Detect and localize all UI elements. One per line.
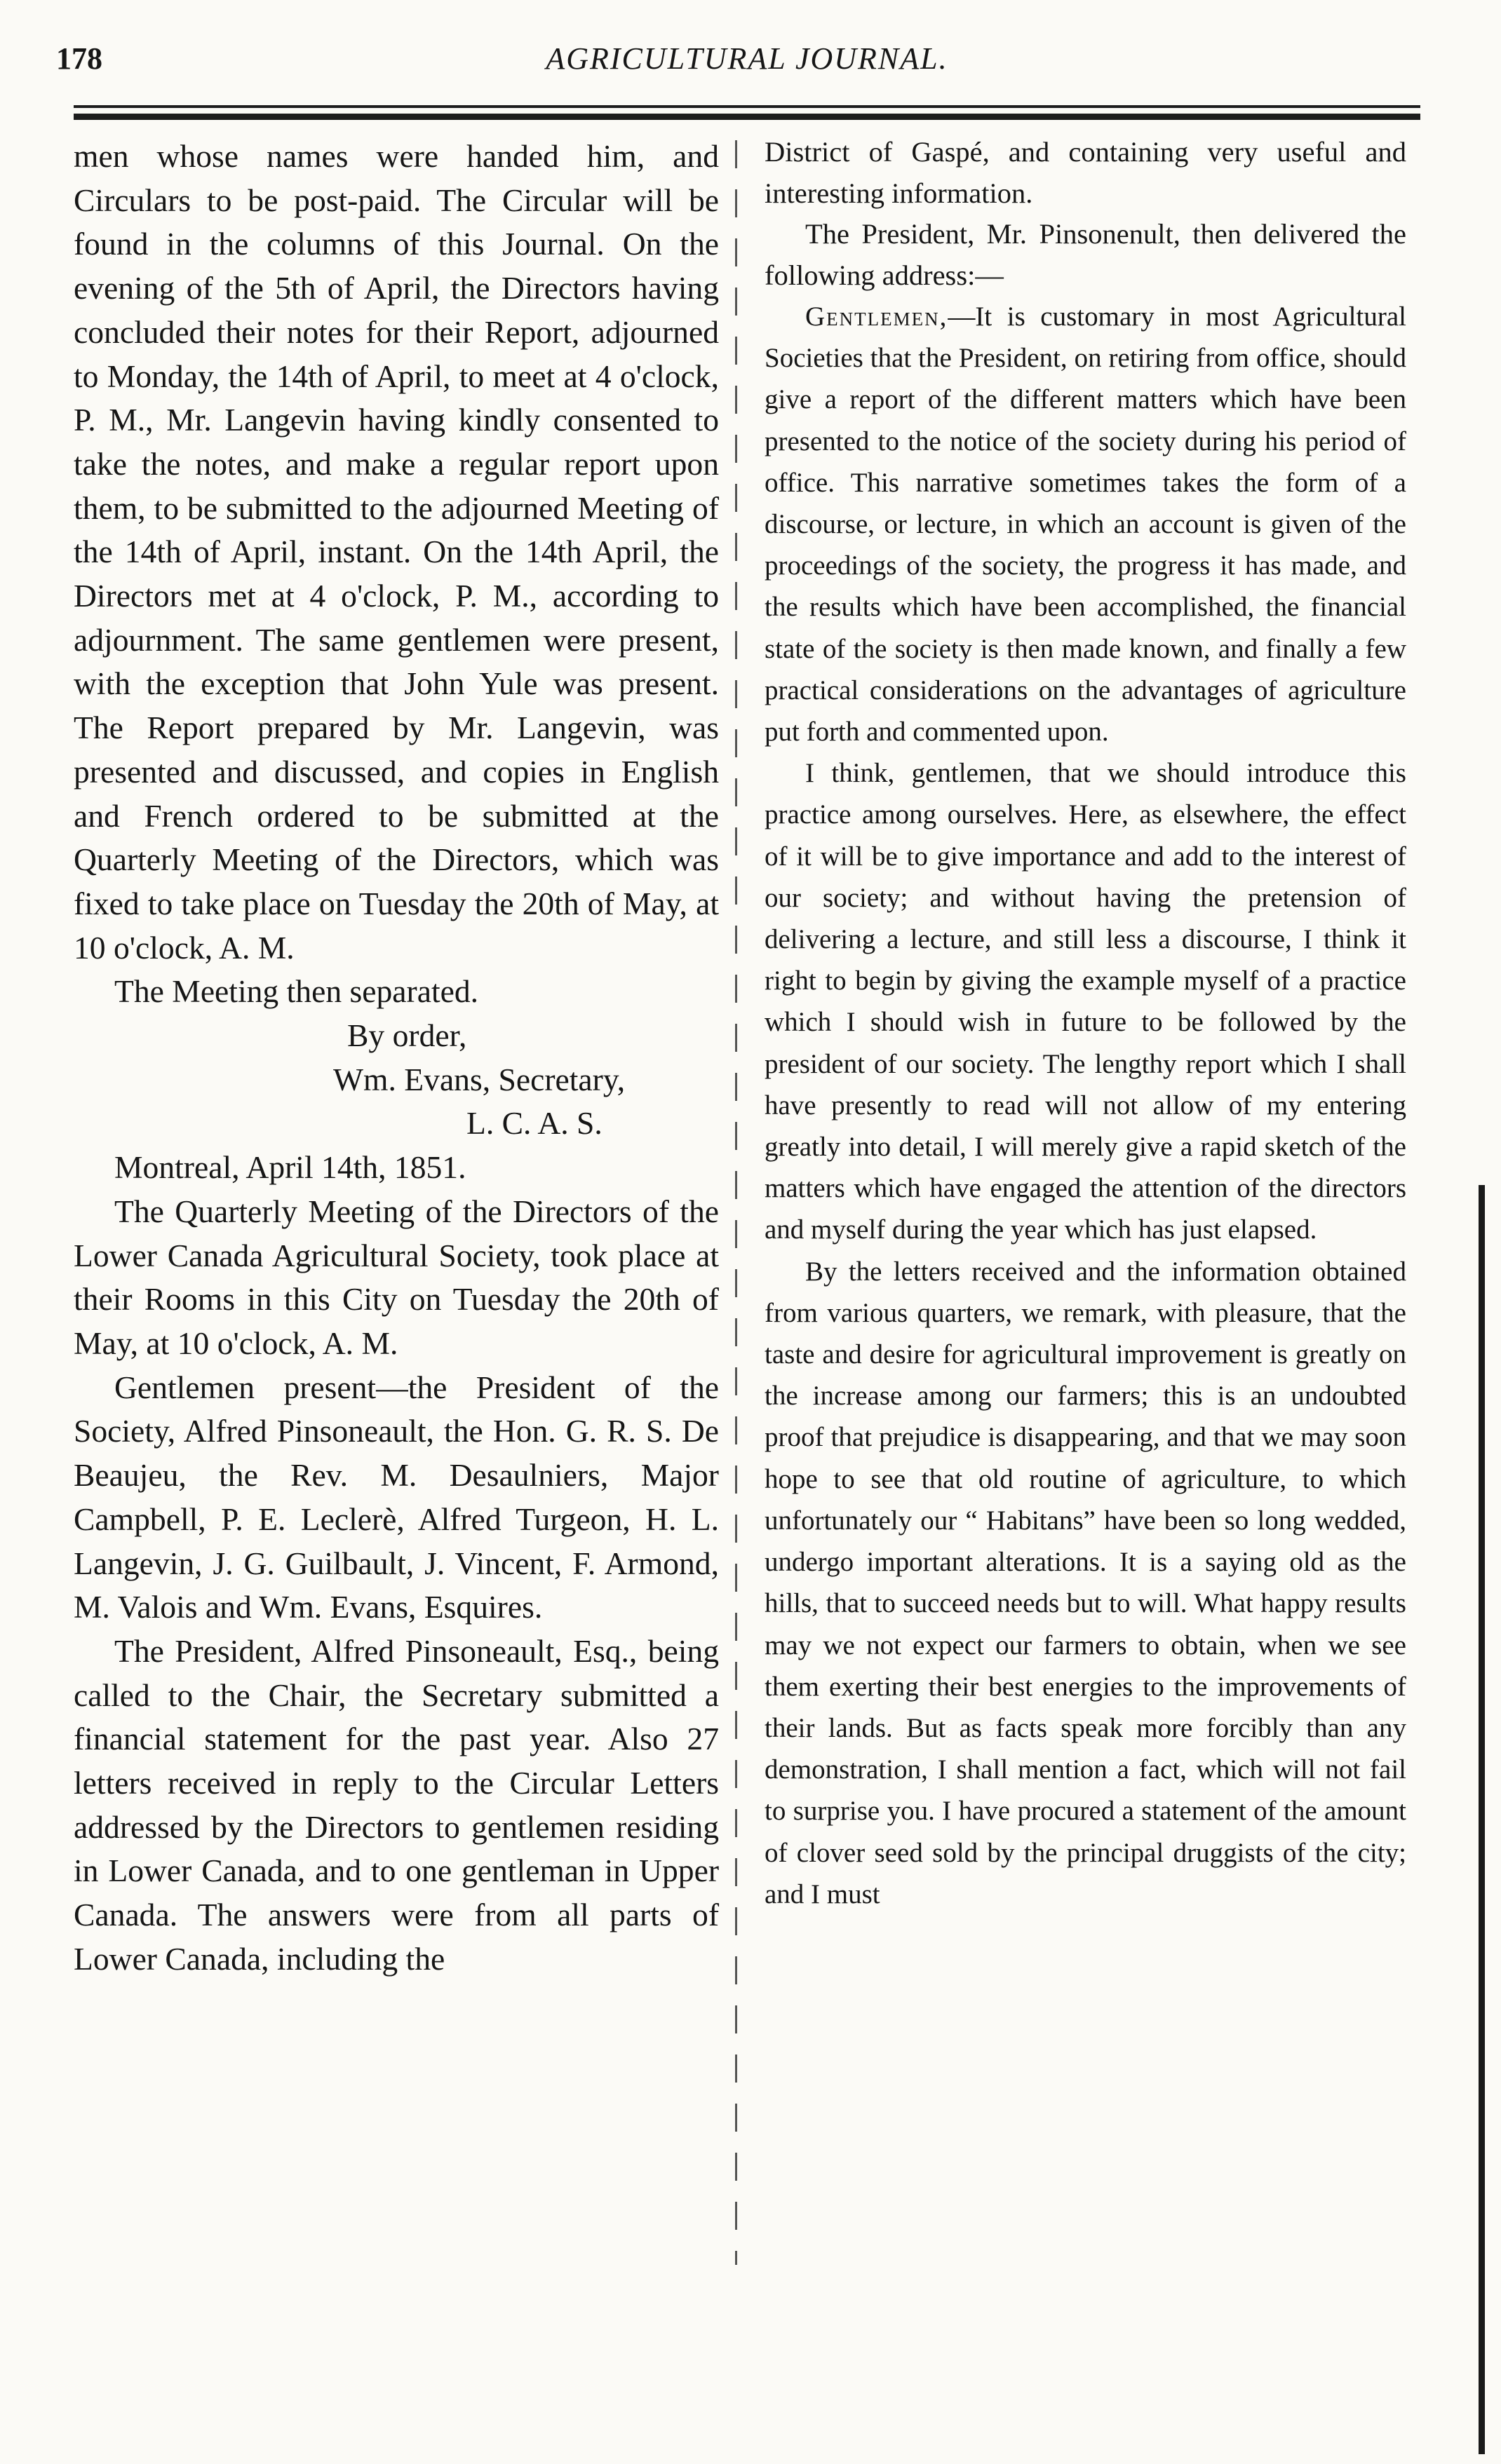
paragraph: I think, gentlemen, that we should introduce this practice among ourselves. Here, as elsewhere, the effect of it will be to give importance and add to the interest of our society; and without having the pretension of delivering a lecture, and still less a discourse, I think it right to begin by giving the example myself of a practice which I should wish in future to be followed by the president of our society. The lengthy report which I shall have presently to read will not allow of my entering greatly into detail, I will merely give a rapid sketch of the matters which have engaged the attention of the directors and myself during the year which has just elapsed. xyxy=(765,758,1406,1245)
column-divider xyxy=(735,140,737,2265)
dateline: Montreal, April 14th, 1851. xyxy=(114,1149,466,1186)
running-title: AGRICULTURAL JOURNAL. xyxy=(546,41,948,76)
paragraph: Gentlemen present—the President of the Society, Alfred Pinsoneault, the Hon. G. R. S. De Beaujeu, the Rev. M. Desaulniers, Major Campbell, P. E. Leclerè, Alfred Turgeon, H. L. Langevin, J. G. Guilbault, J. Vincent, F. Armond, M. Valois and Wm. Evans, Esquires. xyxy=(74,1369,719,1625)
signatory-line: Wm. Evans, Secretary, xyxy=(333,1061,626,1097)
paragraph: The Quarterly Meeting of the Directors of the Lower Canada Agricultural Society, took place at their Rooms in this City on Tuesday the 20th of May, at 10 o'clock, A. M. xyxy=(74,1193,719,1361)
paragraph: men whose names were handed him, and Circulars to be post-paid. The Circular will be found in the columns of this Journal. On the evening of the 5th of April, the Directors having concluded their notes for their Report, adjourned to Monday, the 14th of April, to meet at 4 o'clock, P. M., Mr. Langevin having kindly consented to take the notes, and make a regular report upon them, to be submitted to the adjourned Meeting of the 14th of April, instant. On the 14th April, the Directors met at 4 o'clock, P. M., according to adjournment. The same gentlemen were present, with the exception that John Yule was present. The Report prepared by Mr. Langevin, was presented and discussed, and copies in English and French ordered to be submitted at the Quarterly Meeting of the Directors, which was fixed to take place on Tuesday the 20th of May, at 10 o'clock, A. M. xyxy=(74,138,719,966)
header-rule-thin xyxy=(74,105,1420,108)
address-text: —It is customary in most Agricultural Societies that the President, on retiring from office, should give a report of the different matters which have been presented to the notice of the society during his period of office. This narrative sometimes takes the form of a discourse, or lecture, in which an account is given of the proceedings of the society, the progress it has made, and the results which have been accomplished, the financial state of the society is then made known, and finally a few practical considerations on the advantages of agriculture put forth and commented upon. xyxy=(765,302,1406,747)
right-column xyxy=(765,132,1406,1915)
paragraph: District of Gaspé, and containing very useful and interesting information. xyxy=(765,136,1406,209)
salutation: Gentlemen, xyxy=(805,302,948,332)
header-rule-thick xyxy=(74,114,1420,120)
page-number: 178 xyxy=(56,41,102,76)
paragraph: The Meeting then separated. xyxy=(114,973,479,1010)
by-order-line: By order, xyxy=(347,1017,467,1054)
page-header xyxy=(49,20,1445,76)
paragraph: The President, Mr. Pinsonenult, then delivered the following address:— xyxy=(765,218,1406,291)
page-edge-mark xyxy=(1479,1185,1485,2454)
left-column xyxy=(74,135,719,1982)
paragraph: The President, Alfred Pinsoneault, Esq., being called to the Chair, the Secretary submitted a financial statement for the past year. Also 27 letters received in reply to the Circular Letters addressed by the Directors to gentlemen residing in Lower Canada, and to one gentleman in Upper Canada. The answers were from all parts of Lower Canada, including the xyxy=(74,1632,719,1977)
paragraph: By the letters received and the information obtained from various quarters, we remark, with pleasure, that the taste and desire for agricultural improvement is greatly on the increase among our farmers; this is an undoubted proof that prejudice is disappearing, and that we may soon hope to see that old routine of agriculture, to which unfortunately our “ Habitans” have been so long wedded, undergo important alterations. It is a saying old as the hills, that to succeed needs but to will. What happy results may we not expect our farmers to obtain, when we see them exerting their best energies to the improvements of their lands. But as facts speak more forcibly than any demonstration, I shall mention a fact, which will not fail to surprise you. I have procured a statement of the amount of clover seed sold by the principal druggists of the city; and I must xyxy=(765,1256,1406,1909)
society-initials: L. C. A. S. xyxy=(466,1105,603,1142)
address-paragraph xyxy=(765,296,1406,752)
